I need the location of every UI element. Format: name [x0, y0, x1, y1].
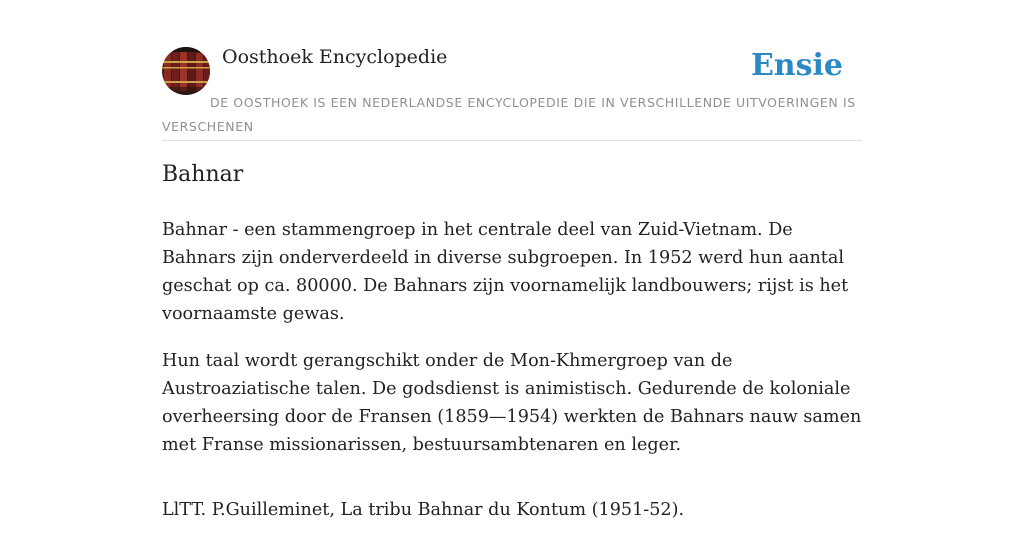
literature-reference: LlTT. P.Guilleminet, La tribu Bahnar du Kontum (1951-52).: [162, 500, 685, 520]
article-title: Bahnar: [162, 162, 244, 187]
source-title[interactable]: Oosthoek Encyclopedie: [222, 46, 448, 68]
article-paragraph: Hun taal wordt gerangschikt onder de Mon-Khmergroep van de Austroaziatische talen. De godsdienst is animistisch. Gedurende de koloniale overheersing door de Fransen (1859—1954) werkten de Bahnars nauw samen met Franse missionarissen, bestuursambtenaren en leger.: [162, 351, 862, 455]
page: [162, 0, 862, 520]
article-paragraph: Bahnar - een stammengroep in het centrale deel van Zuid-Vietnam. De Bahnars zijn onderverdeeld in diverse subgroepen. In 1952 werd hun aantal geschat op ca. 80000. De Bahnars zijn voornamelijk landbouwers; rijst is het voornaamste gewas.: [162, 220, 849, 324]
header: [162, 0, 862, 141]
ensie-logo[interactable]: Ensie: [750, 48, 843, 83]
encyclopedia-books-icon[interactable]: [162, 47, 210, 95]
article-body: [162, 216, 866, 543]
source-subtitle: DE OOSTHOEK IS EEN NEDERLANDSE ENCYCLOPEDIE DIE IN VERSCHILLENDE UITVOERINGEN IS VERSCHENEN: [162, 95, 856, 134]
